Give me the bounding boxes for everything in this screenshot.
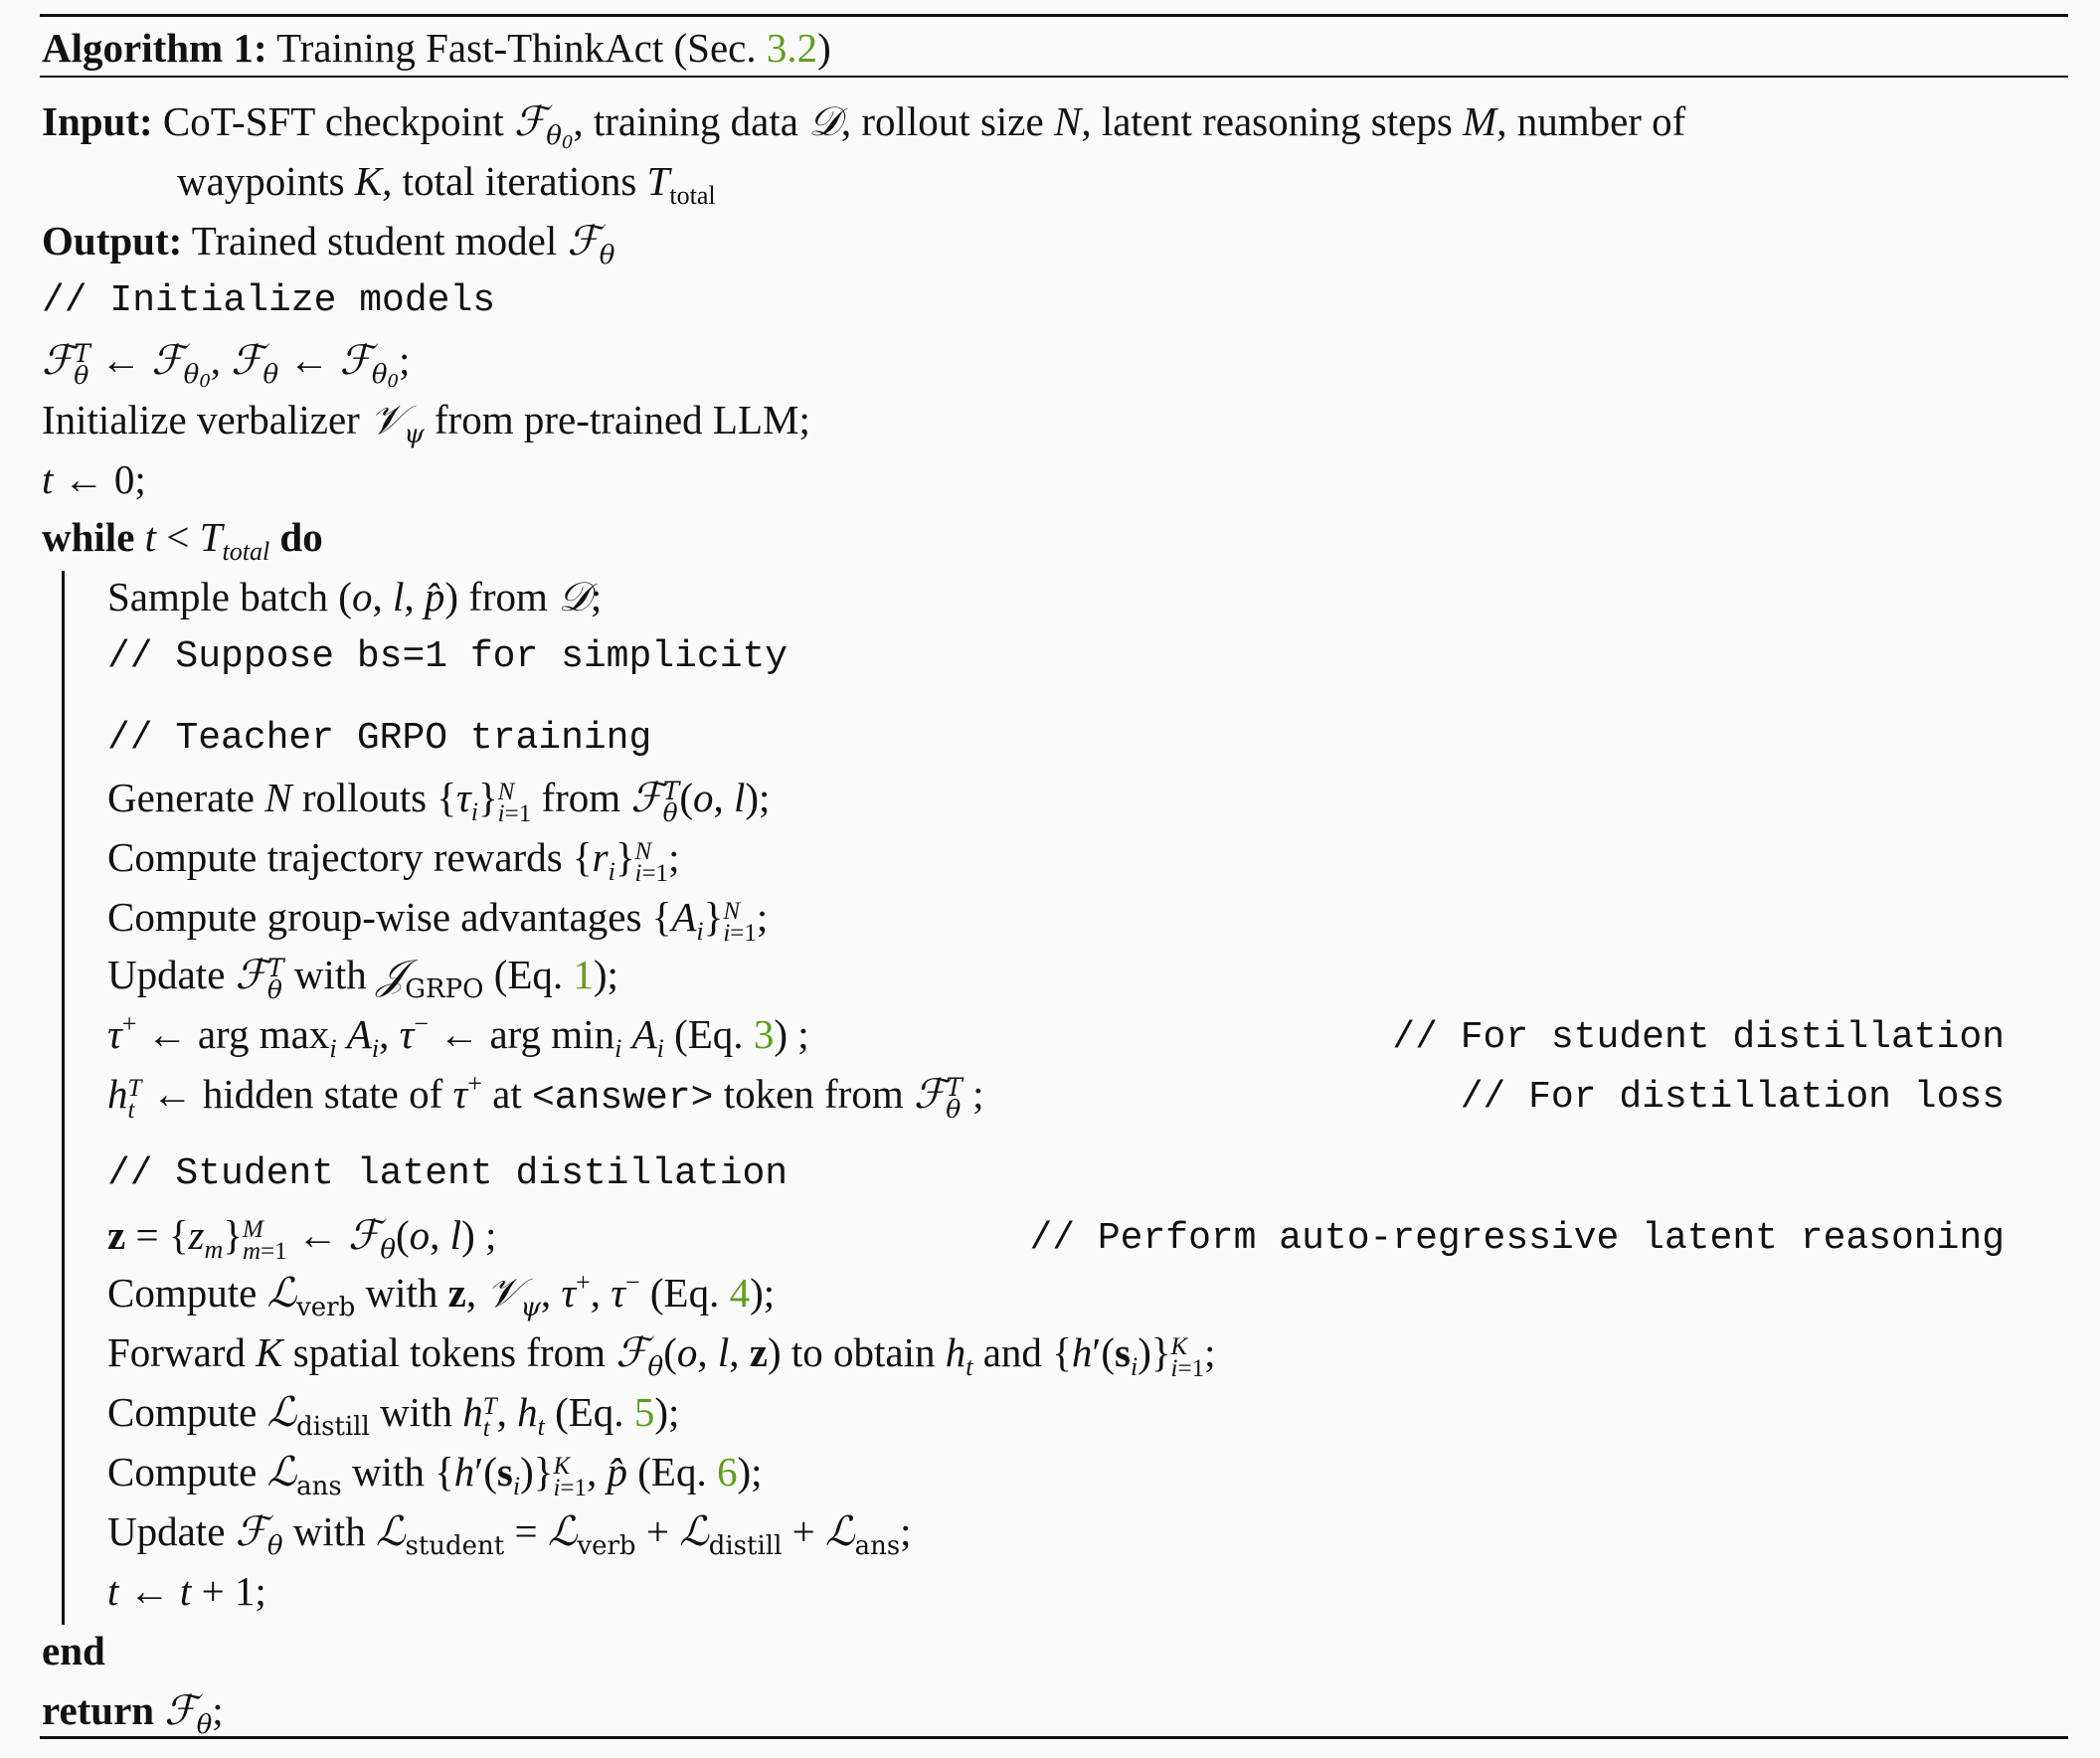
math-m: M	[1463, 98, 1497, 144]
argmax-line: τ+ ← arg $\max_i A_i$, τ− ← arg $\min_i A_i$ (Eq. 3) ;	[107, 1009, 809, 1063]
forward-text-a: Forward	[107, 1329, 246, 1375]
math-f-theta: ℱ$_\theta$	[567, 217, 615, 270]
t-init-line: t ← 0;	[42, 456, 146, 502]
sample-text-b: from	[468, 574, 548, 619]
return-line: return ℱ$_\theta$;	[42, 1686, 224, 1740]
generate-rollouts-line: Generate N rollouts $\{\tau_i\}$ N i=1 from ℱ T θ (o, l);	[107, 774, 771, 827]
forward-text-d: and	[982, 1329, 1042, 1375]
input-text-1: CoT-SFT checkpoint	[162, 98, 504, 144]
top-rule	[40, 14, 2068, 17]
forward-text-c: to obtain	[790, 1329, 936, 1375]
math-n: N	[1053, 98, 1082, 144]
hidden-text-c: token from	[723, 1071, 904, 1117]
output-line	[42, 217, 615, 270]
output-label: Output:	[42, 218, 183, 264]
input-line-1	[42, 97, 1686, 153]
eq-prefix: (Eq.	[555, 1389, 624, 1435]
eq-1-ref[interactable]: 1	[573, 952, 594, 997]
input-label: Input:	[42, 98, 153, 144]
algorithm-title-close: )	[817, 25, 831, 71]
compute-lverb-line: Compute ℒ$_{verb}$ with z, 𝒱$_\psi$, τ+, τ− (Eq. 4);	[107, 1268, 776, 1322]
trajectory-rewards-line: Compute trajectory rewards $\{r_i\}$ N i=1 ;	[107, 834, 680, 887]
compute-text: Compute	[107, 1270, 258, 1316]
while-block-bar	[62, 571, 65, 1625]
compute-ldistill-line: Compute ℒ$_{distill}$ with h T t , $h_t$ (Eq. 5);	[107, 1388, 680, 1442]
section-ref-link[interactable]: 3.2	[766, 25, 818, 71]
algorithm-title-text: Training Fast-ThinkAct (Sec.	[276, 25, 757, 71]
input-text-4: , latent reasoning steps	[1081, 98, 1453, 144]
update-text-a: Update	[107, 952, 226, 997]
answer-token: <answer>	[532, 1077, 714, 1120]
algorithm-label: Algorithm 1:	[42, 25, 267, 71]
eq-prefix: (Eq.	[637, 1449, 707, 1494]
forward-spatial-line: Forward K spatial tokens from ℱ$_\theta$(o, l, z) to obtain $h_t$ and $\{h'(s_i)\}$ K i=1 ;	[107, 1328, 1216, 1382]
generate-text-c: from	[541, 775, 621, 820]
input-text-3: , rollout size	[840, 98, 1044, 144]
init-verbalizer-text-a: Initialize verbalizer	[42, 397, 360, 442]
algorithm-title	[42, 24, 831, 72]
sample-text-a: Sample batch	[107, 574, 329, 619]
while-keyword: while	[42, 514, 135, 560]
forward-text-b: spatial tokens from	[292, 1329, 607, 1375]
input-text-7: , total iterations	[382, 158, 637, 204]
bottom-rule	[40, 1736, 2068, 1739]
comment-teacher-grpo: // Teacher GRPO training	[107, 717, 652, 760]
input-text-2: , training data	[573, 98, 798, 144]
eq-4-ref[interactable]: 4	[729, 1270, 751, 1316]
title-rule	[40, 76, 2068, 78]
while-line: while $t < T_{total}$ do	[42, 514, 323, 566]
hidden-text-a: hidden state of	[202, 1071, 443, 1117]
update-text-b: with	[292, 1508, 366, 1554]
do-keyword: do	[279, 514, 323, 560]
with-text: with	[351, 1449, 425, 1494]
compute-lans-line: Compute ℒ$_{ans}$ with $\{h'(s_i)\}$ K i=1 , p̂ (Eq. 6);	[107, 1448, 763, 1501]
input-text-6: waypoints	[177, 158, 345, 204]
group-adv-text: Compute group-wise advantages	[107, 894, 642, 940]
traj-rewards-text: Compute trajectory rewards	[107, 834, 563, 880]
init-verbalizer-line: Initialize verbalizer 𝒱$_\psi$ from pre-trained LLM;	[42, 396, 810, 449]
update-teacher-line: Update ℱ T θ with 𝒥$_{GRPO}$ (Eq. 1);	[107, 951, 618, 1004]
eq-3-ref[interactable]: 3	[753, 1011, 775, 1057]
math-f-theta0: ℱ$_{\theta_0}$	[514, 97, 574, 153]
eq-6-ref[interactable]: 6	[716, 1449, 738, 1494]
comment-for-distillation-loss: // For distillation loss	[1460, 1076, 2005, 1119]
algorithm-box	[40, 14, 2068, 1742]
hidden-text-b: at	[492, 1071, 522, 1117]
math-dataset: 𝒟	[808, 97, 841, 145]
t-increment-line: t ← t + 1;	[107, 1568, 266, 1614]
init-verbalizer-text-b: from pre-trained LLM;	[434, 397, 810, 442]
with-text: with	[365, 1270, 438, 1316]
return-keyword: return	[42, 1687, 155, 1733]
init-models-line: ℱ T θ ← ℱ$_{\theta_0}$, ℱ$_\theta$ ← ℱ$_{\theta_0}$;	[42, 336, 411, 392]
comment-suppose-bs: // Suppose bs=1 for simplicity	[107, 635, 788, 678]
comment-student-latent: // Student latent distillation	[107, 1152, 788, 1195]
comment-perform-ar: // Perform auto-regressive latent reasoning	[1029, 1217, 2005, 1260]
hidden-state-line: h T t ← hidden state of τ+ at <answer> token from ℱ T θ ;	[107, 1069, 984, 1124]
update-student-line: Update ℱ$_\theta$ with ℒ$_{student}$ = ℒ$_{verb}$ + ℒ$_{distill}$ + ℒ$_{ans}$;	[107, 1507, 912, 1561]
compute-text: Compute	[107, 1449, 258, 1494]
eq-prefix: (Eq.	[493, 952, 564, 997]
compute-text: Compute	[107, 1389, 258, 1435]
math-t-total: $T_{total}$	[646, 158, 716, 210]
eq-prefix: (Eq.	[674, 1011, 744, 1057]
output-text: Trained student model	[191, 218, 558, 264]
sample-batch-line: Sample batch (o, l, p̂) from 𝒟;	[107, 573, 603, 620]
input-line-2	[177, 158, 716, 210]
comment-for-student-distillation: // For student distillation	[1392, 1016, 2005, 1059]
update-text-b: with	[293, 952, 367, 997]
generate-text-a: Generate	[107, 775, 255, 820]
comment-init-models: // Initialize models	[42, 279, 496, 322]
eq-prefix: (Eq.	[649, 1270, 720, 1316]
input-text-5: , number of	[1496, 98, 1686, 144]
end-keyword: end	[42, 1628, 105, 1673]
generate-text-b: rollouts	[301, 775, 428, 820]
latent-z-line: $z = \{z_m\}$ M m=1 ← ℱ$_\theta$(o, l) ;	[107, 1211, 497, 1265]
with-text: with	[380, 1389, 452, 1435]
update-text-a: Update	[107, 1508, 226, 1554]
math-k: K	[354, 158, 383, 204]
eq-5-ref[interactable]: 5	[633, 1389, 655, 1435]
group-advantages-line: Compute group-wise advantages $\{A_i\}$ N i=1 ;	[107, 894, 769, 947]
